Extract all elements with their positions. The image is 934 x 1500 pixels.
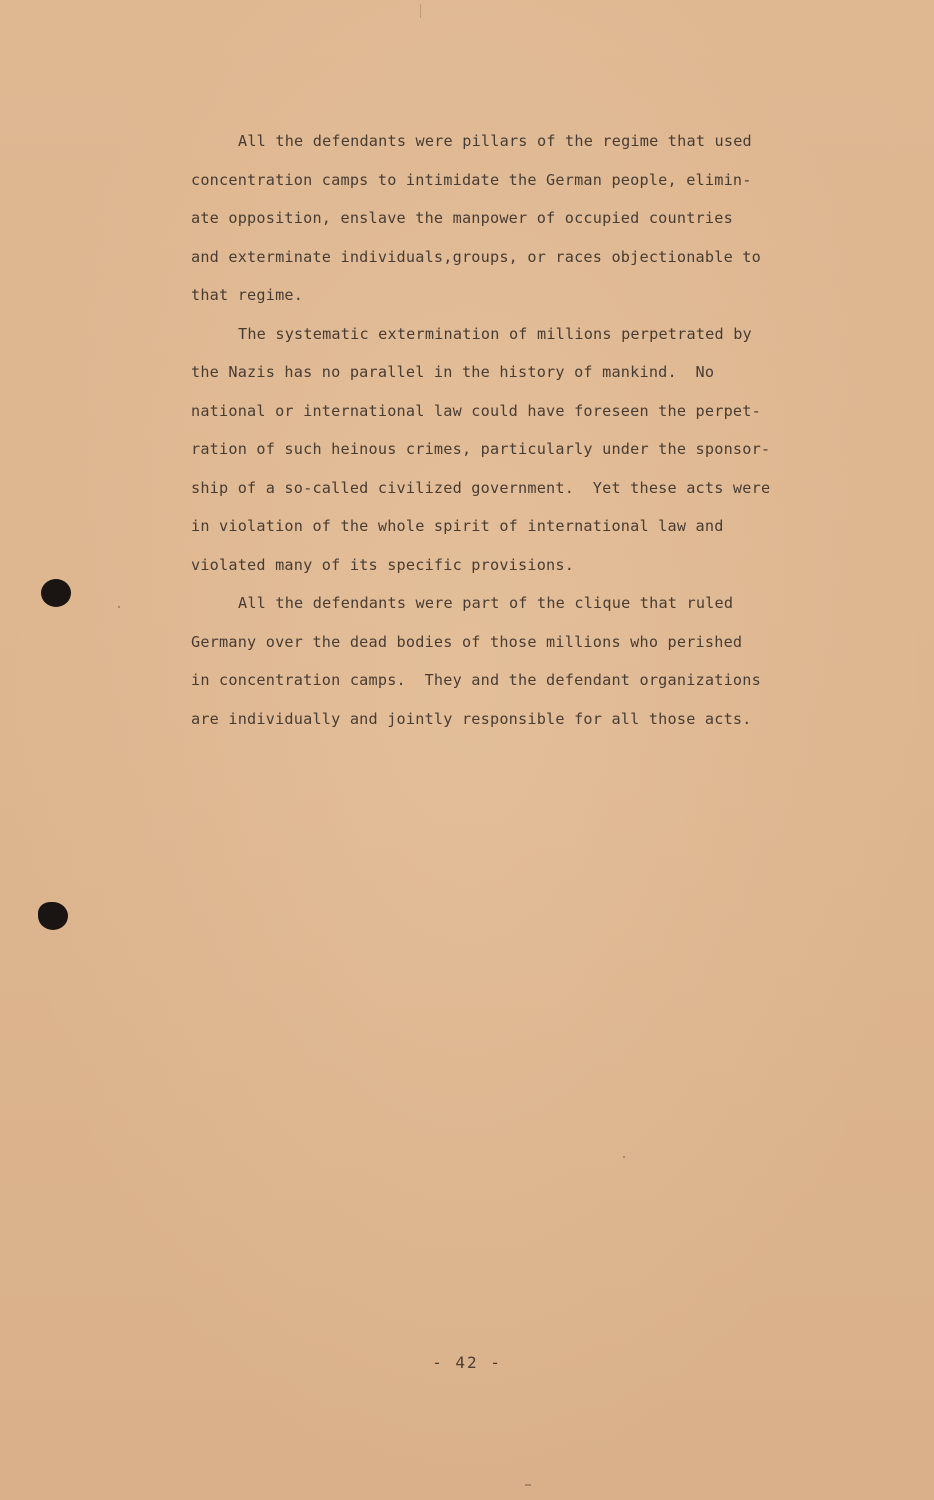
- text-line: ate opposition, enslave the manpower of occupied countries: [191, 209, 733, 227]
- text-line: and exterminate individuals,groups, or races objectionable to: [191, 247, 761, 266]
- text-line: Germany over the dead bodies of those millions who perished: [191, 632, 743, 651]
- paper-speck: [118, 606, 120, 608]
- text-line: All the defendants were pillars of the regime that used: [238, 132, 752, 150]
- text-line: are individually and jointly responsible for all those acts.: [191, 709, 752, 728]
- punch-hole-lower: [38, 902, 68, 930]
- text-line: the Nazis has no parallel in the history of mankind. No: [191, 363, 715, 381]
- text-line: The systematic extermination of millions perpetrated by: [238, 324, 752, 343]
- text-line: in violation of the whole spirit of international law and: [191, 517, 724, 535]
- text-line: concentration camps to intimidate the German people, elimin-: [191, 170, 752, 189]
- text-line: ship of a so-called civilized government. Yet these acts were: [191, 478, 771, 497]
- text-line: violated many of its specific provisions.: [191, 555, 575, 574]
- punch-hole-upper: [41, 579, 71, 607]
- text-line: that regime.: [191, 286, 304, 304]
- text-line: ration of such heinous crimes, particularly under the sponsor-: [191, 440, 771, 458]
- paper-speck: [525, 1484, 531, 1486]
- paper-speck: [623, 1156, 625, 1158]
- paper-speck: [420, 4, 421, 18]
- page-number: - 42 -: [432, 1353, 502, 1372]
- body-text: [191, 122, 801, 738]
- text-line: in concentration camps. They and the defendant organizations: [191, 671, 761, 689]
- text-line: All the defendants were part of the clique that ruled: [238, 594, 734, 612]
- text-line: national or international law could have foreseen the perpet-: [191, 401, 761, 420]
